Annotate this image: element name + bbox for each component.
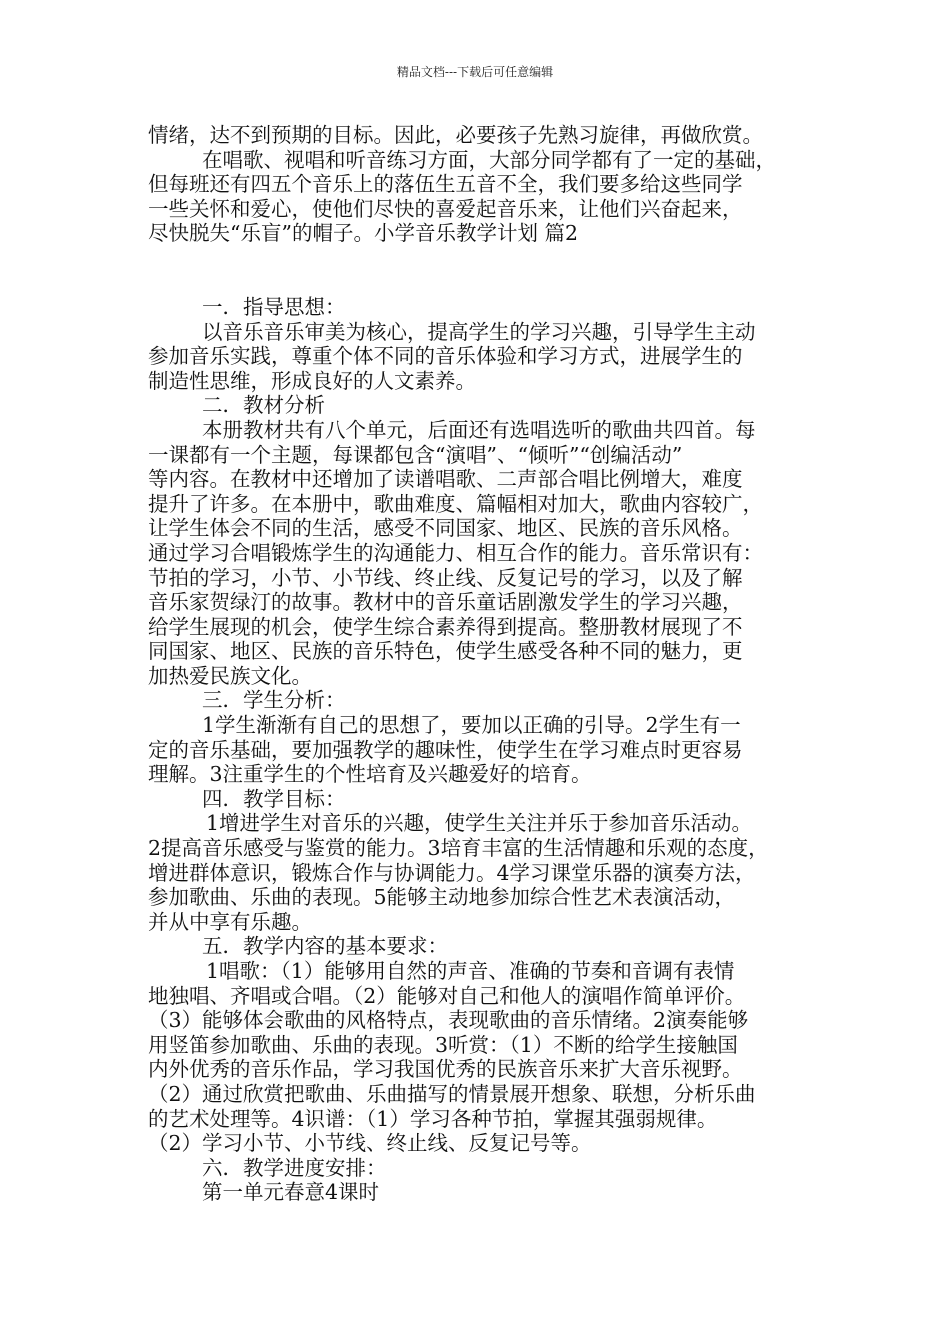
- text-line: 但每班还有四五个音乐上的落伍生五音不全，我们要多给这些同学: [148, 172, 743, 197]
- paragraph: [148, 688, 808, 713]
- paragraph: [148, 148, 808, 246]
- text-line: （2）通过欣赏把歌曲、乐曲描写的情景展开想象、联想，分析乐曲: [148, 1081, 756, 1106]
- text-line: 加热爱民族文化。: [148, 663, 312, 688]
- text-line: 增进群体意识，锻炼合作与协调能力。4学习课堂乐器的演奏方法，: [148, 860, 756, 885]
- text-line: 本册教材共有八个单元，后面还有选唱选听的歌曲共四首。每: [202, 417, 756, 442]
- text-line: 六．教学进度安排：: [202, 1155, 387, 1180]
- paragraph: [148, 123, 808, 148]
- paragraph: [148, 320, 808, 394]
- text-line: 定的音乐基础，要加强教学的趣味性，使学生在学习难点时更容易: [148, 737, 743, 762]
- text-line: 内外优秀的音乐作品，学习我国优秀的民族音乐来扩大音乐视野。: [148, 1057, 743, 1082]
- text-line: 二．教材分析: [202, 393, 325, 418]
- text-line: 同国家、地区、民族的音乐特色，使学生感受各种不同的魅力，更: [148, 639, 743, 664]
- text-line: 制造性思维，形成良好的人文素养。: [148, 368, 476, 393]
- paragraph: [148, 811, 808, 934]
- text-line: （2）学习小节、小节线、终止线、反复记号等。: [148, 1131, 592, 1156]
- paragraph: [148, 787, 808, 812]
- paragraph: [148, 418, 808, 689]
- paragraph: [148, 959, 808, 1156]
- text-line: 在唱歌、视唱和听音练习方面，大部分同学都有了一定的基础，: [202, 147, 776, 172]
- text-line: 尽快脱失“乐盲”的帽子。小学音乐教学计划 篇2: [148, 221, 579, 246]
- text-line: 一课都有一个主题，每课都包含“演唱”、“倾听”“创编活动”: [148, 442, 683, 467]
- text-line: （3）能够体会歌曲的风格特点，表现歌曲的音乐情绪。2演奏能够: [148, 1008, 749, 1033]
- text-line: 理解。3注重学生的个性培育及兴趣爱好的培育。: [148, 762, 592, 787]
- text-line: 情绪，达不到预期的目标。因此，必要孩子先熟习旋律，再做欣赏。: [148, 123, 763, 147]
- text-line: 以音乐音乐审美为核心，提高学生的学习兴趣，引导学生主动: [202, 319, 756, 344]
- text-line: 参加歌曲、乐曲的表现。5能够主动地参加综合性艺术表演活动，: [148, 885, 736, 910]
- paragraph: [148, 1180, 808, 1205]
- text-line: 三．学生分析：: [202, 688, 346, 713]
- text-line: 参加音乐实践，尊重个体不同的音乐体验和学习方式，进展学生的: [148, 344, 743, 369]
- paragraph-gap: [148, 246, 808, 295]
- text-line: 让学生体会不同的生活，感受不同国家、地区、民族的音乐风格。: [148, 516, 743, 541]
- document-body: [148, 123, 808, 1205]
- text-line: 节拍的学习，小节、小节线、终止线、反复记号的学习，以及了解: [148, 565, 743, 590]
- text-line: 等内容。在教材中还增加了读谱唱歌、二声部合唱比例增大，难度: [148, 467, 743, 492]
- text-line: 一些关怀和爱心，使他们尽快的喜爱起音乐来，让他们兴奋起来，: [148, 196, 743, 221]
- text-line: 2提高音乐感受与鉴赏的能力。3培育丰富的生活情趣和乐观的态度，: [148, 836, 769, 861]
- text-line: 1增进学生对音乐的兴趣，使学生关注并乐于参加音乐活动。: [206, 811, 753, 836]
- text-line: 第一单元春意4课时: [202, 1180, 380, 1205]
- paragraph: [148, 393, 808, 418]
- text-line: 给学生展现的机会，使学生综合素养得到提高。整册教材展现了不: [148, 614, 743, 639]
- page-header: 精品文档---下载后可任意编辑: [396, 65, 554, 79]
- text-line: 五．教学内容的基本要求：: [202, 934, 448, 959]
- paragraph: [148, 295, 808, 320]
- text-line: 音乐家贺绿汀的故事。教材中的音乐童话剧激发学生的学习兴趣，: [148, 590, 743, 615]
- text-line: 提升了许多。在本册中，歌曲难度、篇幅相对加大，歌曲内容较广，: [148, 491, 763, 516]
- text-line: 的艺术处理等。4识谱：（1）学习各种节拍，掌握其强弱规律。: [148, 1106, 718, 1131]
- text-line: 四．教学目标：: [202, 786, 346, 811]
- text-line: 1学生渐渐有自己的思想了，要加以正确的引导。2学生有一: [202, 713, 741, 738]
- text-line: 1唱歌：（1）能够用自然的声音、准确的节奏和音调有表情: [206, 959, 735, 983]
- paragraph: [148, 934, 808, 959]
- text-line: 一．指导思想：: [202, 294, 346, 319]
- text-line: 地独唱、齐唱或合唱。（2）能够对自己和他人的演唱作简单评价。: [148, 983, 746, 1008]
- text-line: 并从中享有乐趣。: [148, 909, 312, 934]
- text-line: 用竖笛参加歌曲、乐曲的表现。3听赏：（1）不断的给学生接触国: [148, 1032, 738, 1057]
- paragraph: [148, 1156, 808, 1181]
- text-line: 通过学习合唱锻炼学生的沟通能力、相互合作的能力。音乐常识有：: [148, 540, 763, 565]
- paragraph: [148, 713, 808, 787]
